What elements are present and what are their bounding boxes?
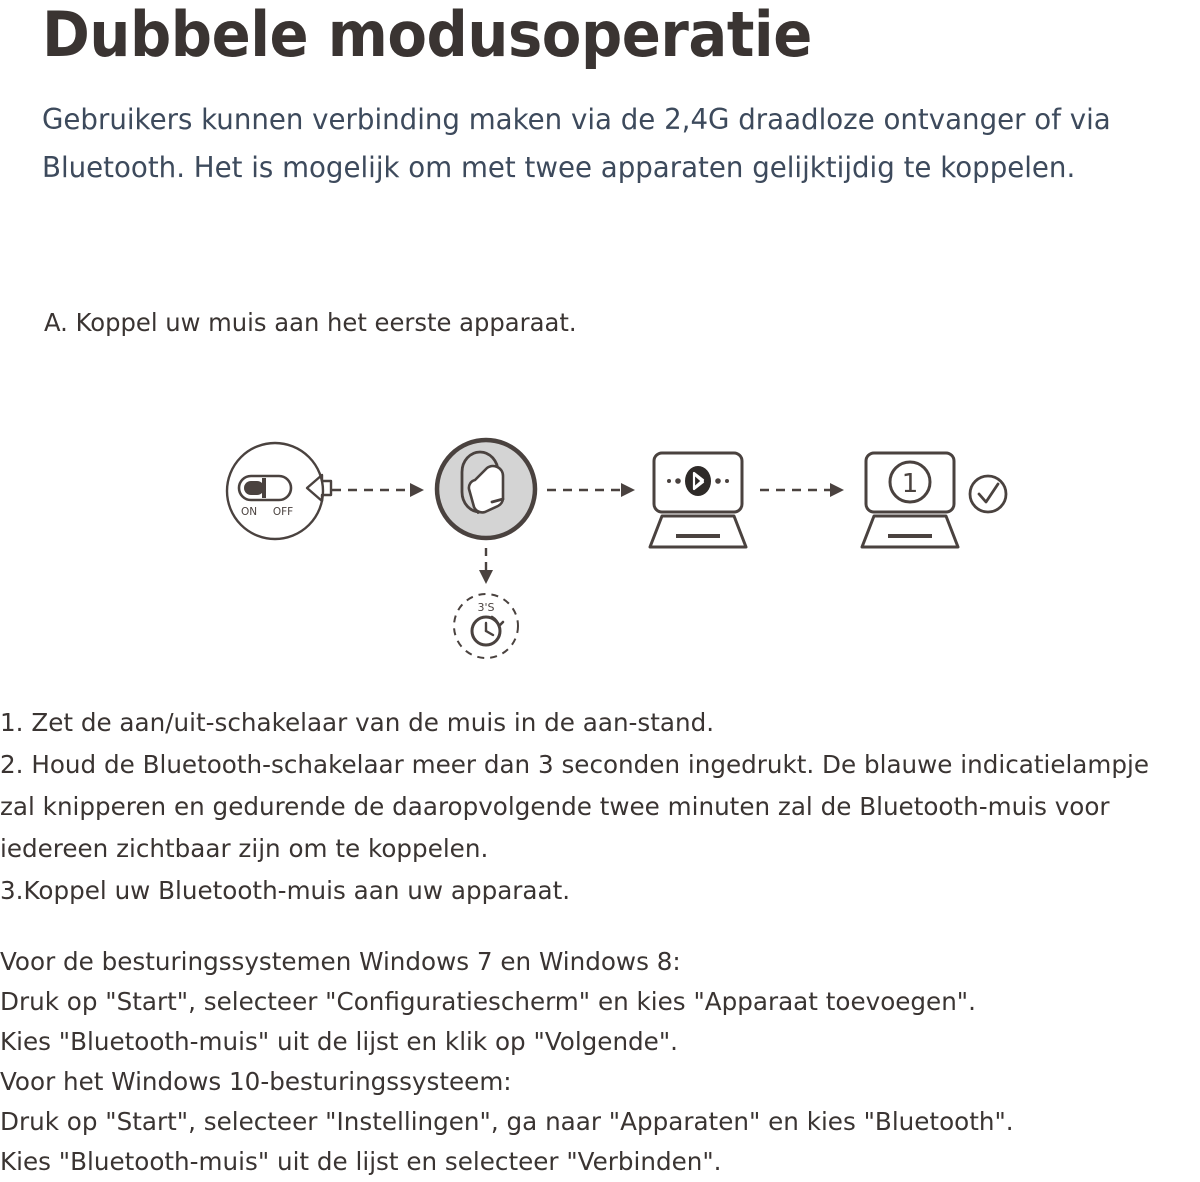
step-item: iedereen zichtbaar zijn om te koppelen. (0, 834, 489, 863)
stopwatch-icon (472, 617, 503, 645)
page-title: Dubbele modusoperatie (42, 0, 812, 71)
dashed-arrow-3 (760, 483, 844, 497)
switch-on-label: ON (240, 506, 258, 518)
os-instruction-line: Voor het Windows 10-besturingssysteem: (0, 1067, 512, 1096)
os-instruction-line: Kies "Bluetooth-muis" uit de lijst en selecteer "Verbinden". (0, 1147, 722, 1176)
laptop-base (862, 516, 958, 547)
os-instruction-line: Druk op "Start", selecteer "Instellingen", ga naar "Apparaten" en kies "Bluetooth". (0, 1107, 1014, 1136)
step-item: 2. Houd de Bluetooth-schakelaar meer dan 3 seconden ingedrukt. De blauwe indicatielampje (0, 750, 1150, 779)
laptop-base (650, 516, 746, 547)
device-number-label: 1 (901, 469, 919, 499)
switch-off-label: OFF (272, 506, 294, 518)
step-list (0, 702, 1182, 912)
section-heading-a: A. Koppel uw muis aan het eerste apparaat. (44, 308, 577, 337)
step-item: 1. Zet de aan/uit-schakelaar van de muis in de aan-stand. (0, 708, 715, 737)
bluetooth-icon (685, 466, 711, 496)
dashed-arrow-1 (332, 483, 424, 497)
pairing-diagram (0, 420, 1200, 680)
step-item: zal knipperen en gedurende de daaropvolgende twee minuten zal de Bluetooth-muis voor (0, 792, 1110, 821)
os-instruction-line: Voor de besturingssystemen Windows 7 en Windows 8: (0, 947, 681, 976)
step-item: 3.Koppel uw Bluetooth-muis aan uw apparaat. (0, 876, 571, 905)
toggle-switch-icon (239, 476, 291, 500)
timer-label: 3'S (477, 601, 495, 614)
power-switch-step (227, 443, 331, 539)
check-circle-icon (970, 476, 1006, 512)
os-instruction-line: Druk op "Start", selecteer "Configuratiescherm" en kies "Apparaat toevoegen". (0, 987, 976, 1016)
os-instructions (0, 942, 1182, 1182)
laptop-discovery-step (650, 453, 746, 547)
page-subtitle: Gebruikers kunnen verbinding maken via de 2,4G draadloze ontvanger of via Bluetooth. Het is mogelijk om met twee apparaten gelijktijdig te koppelen. (42, 103, 1111, 184)
laptop-paired-step (862, 453, 958, 547)
press-button-step (437, 440, 535, 538)
dashed-arrow-down (479, 548, 493, 584)
dashed-arrow-2 (547, 483, 635, 497)
hold-timer-step (454, 594, 518, 658)
os-instruction-line: Kies "Bluetooth-muis" uit de lijst en klik op "Volgende". (0, 1027, 678, 1056)
